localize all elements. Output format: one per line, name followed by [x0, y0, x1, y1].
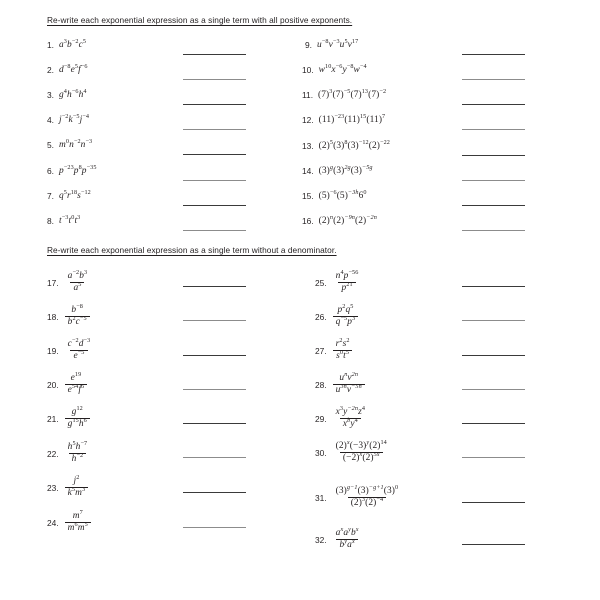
problem-10-expression: $w^{10}x^{-6}y^{-8}w^{-4}$	[318, 62, 367, 75]
answer-blank-10[interactable]	[462, 79, 525, 80]
answer-blank-31[interactable]	[462, 502, 525, 503]
problem-25-expression	[332, 268, 363, 294]
problem-10	[302, 62, 367, 75]
answer-blank-22[interactable]	[183, 457, 246, 458]
section-2-heading: Re-write each exponential expression as a single term without a denominator.	[47, 245, 337, 255]
numerator: $p^2q^5$	[337, 302, 354, 315]
answer-blank-32[interactable]	[462, 544, 525, 545]
numerator: $h^5h^{-7}$	[67, 439, 88, 452]
problem-23-number: 23.	[47, 482, 59, 493]
answer-blank-7[interactable]	[183, 205, 246, 206]
answer-blank-27[interactable]	[462, 355, 525, 356]
fraction	[333, 483, 402, 509]
fraction	[65, 404, 90, 430]
problem-8-expression: $t^{-3}t^0t^3$	[59, 213, 81, 226]
problem-1-number: 1.	[47, 40, 54, 50]
numerator: $a^xa^yb^x$	[335, 525, 359, 538]
denominator: $g^{15}h^6$	[65, 418, 90, 429]
problem-13-number: 13.	[302, 141, 314, 151]
numerator: $u^nv^{2n}$	[339, 370, 359, 383]
numerator: $g^{12}$	[71, 404, 83, 417]
denominator: $b^2c^{-5}$	[65, 316, 90, 327]
fraction	[65, 336, 94, 362]
problem-16-expression: $(2)^n(2)^{-9n}(2)^{-2n}$	[318, 213, 377, 226]
fraction	[333, 370, 365, 396]
fraction	[65, 473, 89, 499]
problem-28-number: 28.	[315, 379, 327, 390]
answer-blank-15[interactable]	[462, 205, 525, 206]
problem-6-expression: $p^{-23}p^8p^{-35}$	[59, 163, 97, 176]
denominator: $p^{21}$	[338, 282, 355, 293]
problem-11-number: 11.	[302, 90, 314, 100]
problem-6-number: 6.	[47, 166, 54, 176]
denominator: $(-2)^x(2)^{5x}$	[340, 452, 383, 463]
problem-19-expression	[64, 336, 95, 362]
answer-blank-4[interactable]	[183, 129, 246, 130]
denominator: $e^{54}f^6$	[65, 384, 88, 395]
denominator: $k^5m^3$	[65, 487, 89, 498]
answer-blank-5[interactable]	[183, 154, 246, 155]
problem-11	[302, 87, 387, 100]
numerator: $e^{19}$	[70, 370, 82, 383]
problem-30	[315, 438, 391, 464]
answer-blank-12[interactable]	[462, 129, 525, 130]
answer-blank-9[interactable]	[462, 54, 525, 55]
denominator: $x^by^4$	[340, 418, 361, 429]
denominator: $q^{-5}p^3$	[333, 316, 359, 327]
problem-17-number: 17.	[47, 277, 59, 288]
problem-26-number: 26.	[315, 311, 327, 322]
problem-12-number: 12.	[302, 115, 314, 125]
problem-27-expression	[332, 336, 354, 362]
answer-blank-29[interactable]	[462, 423, 525, 424]
problem-3-expression: $g^4h^{-6}h^4$	[59, 87, 87, 100]
problem-32-expression	[332, 525, 363, 551]
problem-12	[302, 112, 386, 125]
problem-29	[315, 404, 369, 430]
problem-30-number: 30.	[315, 447, 327, 458]
problem-7-expression: $q^5r^{18}s^{-12}$	[59, 188, 91, 201]
answer-blank-6[interactable]	[183, 180, 246, 181]
problem-3	[47, 87, 87, 100]
problem-2	[47, 62, 88, 75]
problem-27	[315, 336, 354, 362]
problem-17-expression	[64, 268, 92, 294]
problem-14-number: 14.	[302, 166, 314, 176]
fraction	[65, 508, 91, 534]
problem-12-expression: $(11)^{-23}(11)^{15}(11)^7$	[318, 112, 386, 125]
fraction	[333, 336, 353, 362]
problem-28	[315, 370, 366, 396]
problem-13-expression: $(2)^5(3)^8(3)^{-12}(2)^{-22}$	[318, 138, 390, 151]
answer-blank-21[interactable]	[183, 423, 246, 424]
answer-blank-24[interactable]	[183, 527, 246, 528]
problem-14	[302, 163, 373, 176]
answer-blank-20[interactable]	[183, 389, 246, 390]
denominator: $s^0t^5$	[333, 350, 352, 361]
numerator: $c^{-2}d^{-3}$	[67, 336, 91, 349]
answer-blank-25[interactable]	[462, 286, 525, 287]
problem-21-number: 21.	[47, 413, 59, 424]
problem-8	[47, 213, 81, 226]
denominator: $h^{-2}$	[69, 453, 87, 464]
problem-5-expression: $m^0n^{-2}n^{-3}$	[59, 137, 93, 150]
problem-25-number: 25.	[315, 277, 327, 288]
numerator: $a^{-2}b^3$	[67, 268, 88, 281]
numerator: $m^7$	[72, 508, 83, 521]
denominator: $u^{3n}v^{-5n}$	[333, 384, 365, 395]
problem-10-number: 10.	[302, 65, 314, 75]
problem-18-expression	[64, 302, 91, 328]
problem-19	[47, 336, 94, 362]
problem-23-expression	[64, 473, 90, 499]
problem-7-number: 7.	[47, 191, 54, 201]
answer-blank-14[interactable]	[462, 180, 525, 181]
denominator: $b^ya^x$	[336, 539, 357, 550]
problem-26-expression	[332, 302, 360, 328]
problem-21-expression	[64, 404, 91, 430]
problem-28-expression	[332, 370, 366, 396]
problem-4	[47, 112, 90, 125]
denominator: $m^6m^5$	[65, 522, 91, 533]
problem-1-expression: $a^3b^{-2}c^5$	[59, 37, 87, 50]
problem-29-expression	[332, 404, 369, 430]
fraction	[333, 302, 359, 328]
problem-3-number: 3.	[47, 90, 54, 100]
problem-31	[315, 483, 402, 509]
answer-blank-19[interactable]	[183, 355, 246, 356]
problem-6	[47, 163, 97, 176]
problem-5-number: 5.	[47, 140, 54, 150]
problem-26	[315, 302, 359, 328]
problem-22-number: 22.	[47, 448, 59, 459]
problem-29-number: 29.	[315, 413, 327, 424]
problem-21	[47, 404, 91, 430]
answer-blank-16[interactable]	[462, 230, 525, 231]
problem-9-expression: $u^{-8}v^{-3}u^5v^{17}$	[317, 37, 359, 50]
problem-22	[47, 439, 91, 465]
denominator: $e^{-5}$	[70, 350, 87, 361]
answer-blank-3[interactable]	[183, 104, 246, 105]
answer-blank-17[interactable]	[183, 286, 246, 287]
problem-2-number: 2.	[47, 65, 54, 75]
numerator: $x^3y^{-2n}z^4$	[335, 404, 366, 417]
problem-24-expression	[64, 508, 92, 534]
problem-1	[47, 37, 87, 50]
problem-14-expression: $(3)^g(3)^{2g}(3)^{-5g}$	[318, 163, 373, 176]
answer-blank-13[interactable]	[462, 155, 525, 156]
fraction	[65, 268, 91, 294]
problem-7	[47, 188, 91, 201]
problem-15-number: 15.	[302, 191, 314, 201]
fraction	[333, 404, 368, 430]
answer-blank-26[interactable]	[462, 320, 525, 321]
problem-19-number: 19.	[47, 345, 59, 356]
problem-20	[47, 370, 88, 396]
section-1-heading: Re-write each exponential expression as a single term with all positive exponents.	[47, 15, 353, 25]
answer-blank-18[interactable]	[183, 320, 246, 321]
problem-9-number: 9.	[305, 40, 312, 50]
answer-blank-1[interactable]	[183, 54, 246, 55]
numerator: $n^4p^{-56}$	[335, 268, 359, 281]
answer-blank-23[interactable]	[183, 492, 246, 493]
answer-blank-28[interactable]	[462, 389, 525, 390]
problem-4-number: 4.	[47, 115, 54, 125]
problem-24-number: 24.	[47, 517, 59, 528]
problem-27-number: 27.	[315, 345, 327, 356]
numerator: $j^2$	[73, 473, 80, 486]
problem-16-number: 16.	[302, 216, 314, 226]
fraction	[65, 439, 91, 465]
problem-20-expression	[64, 370, 89, 396]
problem-31-number: 31.	[315, 492, 327, 503]
answer-blank-11[interactable]	[462, 104, 525, 105]
denominator: $a^5$	[70, 282, 84, 293]
numerator: $(2)^x(-3)^y(2)^{14}$	[335, 438, 387, 451]
problem-5	[47, 137, 93, 150]
fraction	[333, 525, 362, 551]
problem-32	[315, 525, 363, 551]
problem-2-expression: $d^{-8}e^5f^{-6}$	[59, 62, 88, 75]
problem-22-expression	[64, 439, 92, 465]
fraction	[65, 370, 88, 396]
problem-24	[47, 508, 92, 534]
problem-18-number: 18.	[47, 311, 59, 322]
fraction	[333, 438, 390, 464]
denominator: $(2)^3(2)^{-4}$	[348, 497, 386, 508]
problem-17	[47, 268, 91, 294]
problem-4-expression: $j^{-2}k^{-5}j^{-4}$	[59, 112, 90, 125]
problem-8-number: 8.	[47, 216, 54, 226]
problem-16	[302, 213, 377, 226]
numerator: $r^2s^2$	[335, 336, 350, 349]
numerator: $b^{-8}$	[71, 302, 83, 315]
problem-11-expression: $(7)^3(7)^{-5}(7)^{13}(7)^{-2}$	[318, 87, 387, 100]
answer-blank-2[interactable]	[183, 79, 246, 80]
answer-blank-8[interactable]	[183, 230, 246, 231]
problem-15-expression: $(5)^{-6}(5)^{-3h}6^0$	[318, 188, 367, 201]
problem-9	[305, 37, 359, 50]
problem-18	[47, 302, 91, 328]
problem-25	[315, 268, 362, 294]
problem-30-expression	[332, 438, 391, 464]
answer-blank-30[interactable]	[462, 457, 525, 458]
problem-20-number: 20.	[47, 379, 59, 390]
numerator: $(3)^{g-1}(3)^{-g+1}(3)^0$	[335, 483, 399, 496]
fraction	[65, 302, 90, 328]
problem-31-expression	[332, 483, 403, 509]
problem-15	[302, 188, 367, 201]
fraction	[333, 268, 362, 294]
problem-32-number: 32.	[315, 534, 327, 545]
problem-13	[302, 138, 390, 151]
problem-23	[47, 473, 89, 499]
